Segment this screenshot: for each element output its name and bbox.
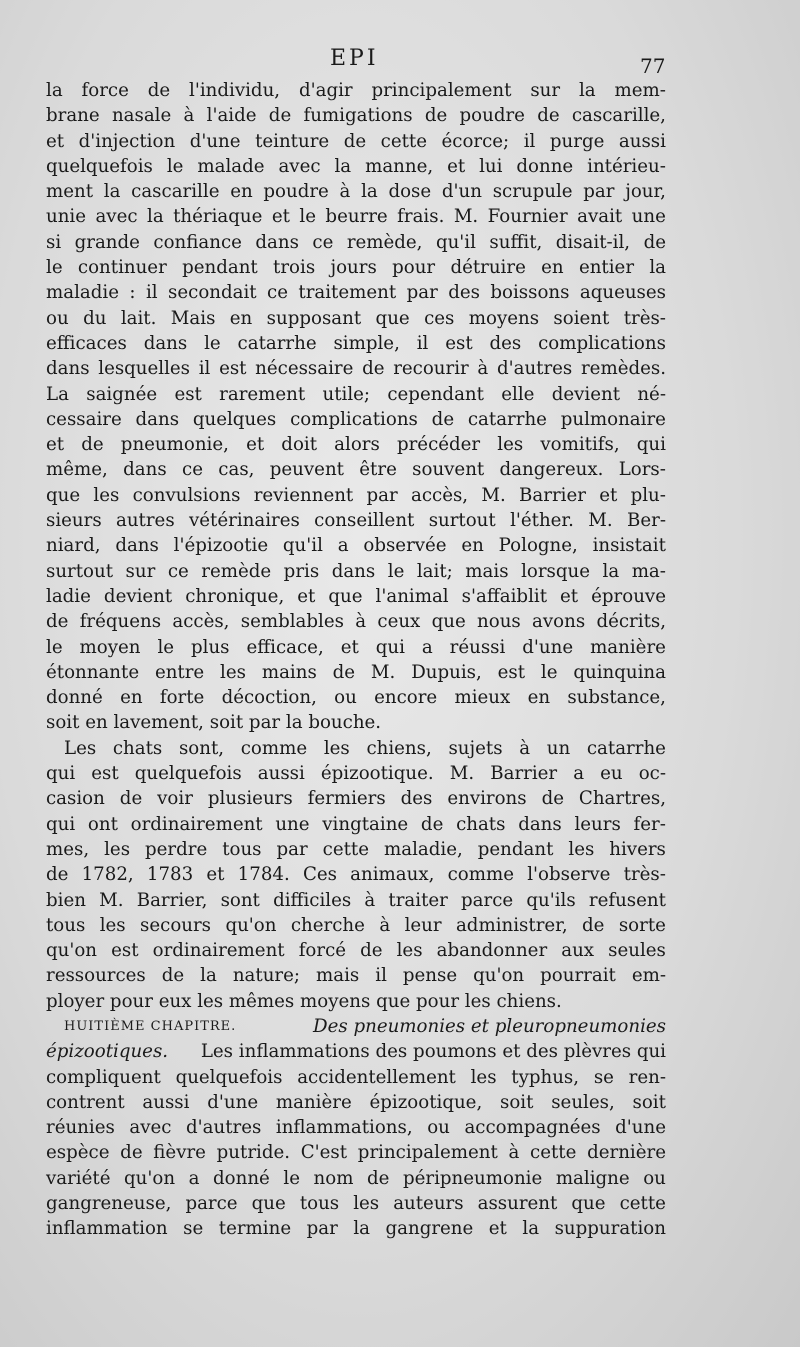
text-line: qui ont ordinairement une vingtaine de chats dans leurs fer- [46, 813, 666, 835]
text-line: sieurs autres vétérinaires conseillent surtout l'éther. M. Ber- [46, 510, 666, 532]
text-line: et de pneumonie, et doit alors précéder les vomitifs, qui [46, 434, 666, 456]
page-number: 77 [640, 54, 666, 78]
text-line: quelquefois le malade avec la manne, et lui donne intérieu- [46, 155, 666, 177]
text-line: ressources de la nature; mais il pense qu'on pourrait em- [46, 965, 666, 987]
text-line: contrent aussi d'une manière épizootique, soit seules, soit [46, 1091, 666, 1113]
text-line: La saignée est rarement utile; cependant elle devient né- [46, 383, 666, 405]
text-line: même, dans ce cas, peuvent être souvent dangereux. Lors- [46, 459, 666, 481]
chapter-title: Des pneumonies et pleuropneumonies [313, 1015, 666, 1037]
paragraph-end-line: soit en lavement, soit par la bouche. [46, 712, 382, 734]
text-line: variété qu'on a donné le nom de péripneumonie maligne ou [46, 1167, 666, 1189]
text-line: efficaces dans le catarrhe simple, il est des complications [46, 332, 666, 354]
text-line: espèce de fièvre putride. C'est principalement à cette dernière [46, 1142, 666, 1164]
text-line: brane nasale à l'aide de fumigations de poudre de cascarille, [46, 105, 666, 127]
text-line: dans lesquelles il est nécessaire de recourir à d'autres remèdes. [46, 358, 666, 380]
chapter-label: HUITIÈME CHAPITRE. [64, 1018, 237, 1034]
text-line: le moyen le plus efficace, et qui a réussi d'une manière [46, 636, 666, 658]
text-line: le continuer pendant trois jours pour détruire en entier la [46, 257, 666, 279]
text-line: inflammation se termine par la gangrene et la suppuration [46, 1218, 666, 1240]
chapter-title-continued: épizootiques. [46, 1041, 169, 1063]
text-line: ladie devient chronique, et que l'animal s'affaiblit et éprouve [46, 585, 666, 607]
text-line: étonnante entre les mains de M. Dupuis, est le quinquina [46, 661, 666, 683]
text-line: niard, dans l'épizootie qu'il a observée en Pologne, insistait [46, 535, 666, 557]
text-line: la force de l'individu, d'agir principalement sur la mem- [46, 80, 666, 101]
text-line: de fréquens accès, semblables à ceux que nous avons décrits, [46, 611, 666, 633]
text-line: donné en forte décoction, ou encore mieux en substance, [46, 687, 666, 709]
chapter-title-line [46, 1039, 666, 1064]
text-line: et d'injection d'une teinture de cette écorce; il purge aussi [46, 130, 666, 152]
running-head: EPI [330, 46, 379, 71]
text-line: bien M. Barrier, sont difficiles à traiter parce qu'ils refusent [46, 889, 666, 911]
text-line: cessaire dans quelques complications de catarrhe pulmonaire [46, 408, 666, 430]
text-line: gangreneuse, parce que tous les auteurs assurent que cette [46, 1193, 666, 1215]
text-line: tous les secours qu'on cherche à leur administrer, de sorte [46, 914, 666, 936]
text-line: maladie : il secondait ce traitement par des boissons aqueuses [46, 282, 666, 304]
text-line: surtout sur ce remède pris dans le lait; mais lorsque la ma- [46, 560, 666, 582]
text-line: réunies avec d'autres inflammations, ou accompagnées d'une [46, 1117, 666, 1139]
text-line: ou du lait. Mais en supposant que ces moyens soient très- [46, 307, 666, 329]
text-line: ment la cascarille en poudre à la dose d'un scrupule par jour, [46, 181, 666, 203]
paragraph-start-line: Les chats sont, comme les chiens, sujets à un catarrhe [64, 737, 666, 759]
text-line: compliquent quelquefois accidentellement les typhus, se ren- [46, 1066, 666, 1088]
paragraph-end-line: ployer pour eux les mêmes moyens que pour les chiens. [46, 990, 562, 1012]
text-line: si grande confiance dans ce remède, qu'il suffit, disait-il, de [46, 231, 666, 253]
text-line: qui est quelquefois aussi épizootique. M. Barrier a eu oc- [46, 763, 666, 785]
chapter-heading-line [46, 1014, 666, 1039]
text-line: mes, les perdre tous par cette maladie, pendant les hivers [46, 838, 666, 860]
page-header [0, 46, 800, 80]
text-line: de 1782, 1783 et 1784. Ces animaux, comme l'observe très- [46, 864, 666, 886]
body-text [46, 78, 666, 1242]
chapter-text-start: Les inflammations des poumons et des plèvres qui [200, 1041, 666, 1063]
text-line: unie avec la thériaque et le beurre frais. M. Fournier avait une [46, 206, 666, 228]
text-line: qu'on est ordinairement forcé de les abandonner aux seules [46, 940, 666, 962]
text-line: que les convulsions reviennent par accès, M. Barrier et plu- [46, 484, 666, 506]
text-line: casion de voir plusieurs fermiers des environs de Chartres, [46, 788, 666, 810]
